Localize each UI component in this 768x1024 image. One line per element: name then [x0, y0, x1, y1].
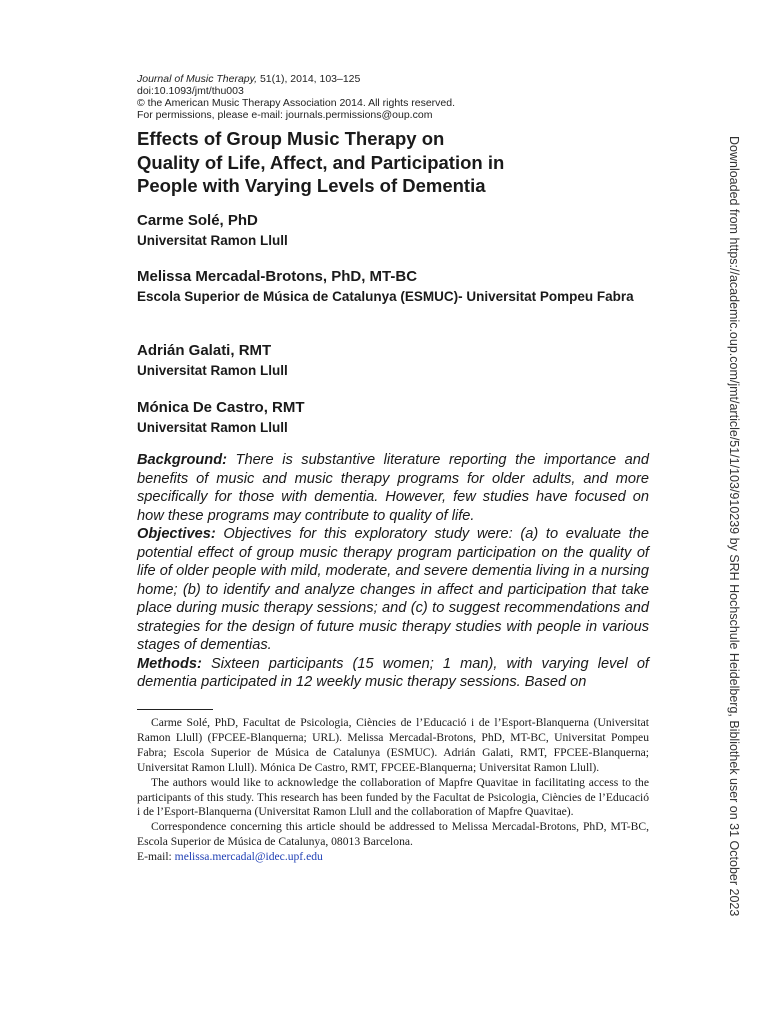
title-line-3: People with Varying Levels of Dementia	[137, 175, 486, 196]
title-line-1: Effects of Group Music Therapy on	[137, 128, 445, 149]
correspondence-text: Correspondence concerning this article should be addressed to Melissa Mercadal-Brotons, PhD, MT-BC, Escola Superior de Música de Catalunya, 08013 Barcelona.	[137, 820, 649, 849]
background-label: Background:	[137, 452, 227, 468]
abstract-methods	[137, 655, 649, 692]
footnote-divider	[137, 709, 213, 710]
author-block	[137, 399, 657, 437]
title-line-2: Quality of Life, Affect, and Participation in	[137, 151, 505, 173]
doi: doi:10.1093/jmt/thu003	[137, 85, 244, 97]
journal-header	[137, 73, 455, 121]
author-affiliation: Escola Superior de Música de Catalunya (ESMUC)- Universitat Pompeu Fabra	[137, 289, 634, 304]
article-title	[137, 127, 657, 198]
author-name: Carme Solé, PhD	[137, 212, 258, 229]
abstract-background	[137, 451, 649, 525]
download-sidebar	[724, 136, 744, 926]
author-affiliation: Universitat Ramon Llull	[137, 363, 288, 378]
download-note: Downloaded from https://academic.oup.com/jmt/article/51/1/103/910239 by SRH Hochschule Heidelberg, Bibliothek user on 31 October 2023	[727, 136, 741, 917]
footnotes	[137, 716, 649, 865]
author-name: Mónica De Castro, RMT	[137, 399, 305, 416]
footnote-affiliations: Carme Solé, PhD, Facultat de Psicologia, Ciències de l’Educació i de l’Esport-Blanquerna (Universitat Ramon Llull) (FPCEE-Blanquerna; URL). Melissa Mercadal-Brotons, PhD, MT-BC, Universitat Pompeu Fabra; Escola Superior de Música de Catalunya (ESMUC). Adrián Galati, RMT, FPCEE-Blanquerna; Universitat Ramon Llull). Mónica De Castro, RMT, FPCEE-Blanquerna; Universitat Ramon Llull).	[137, 716, 649, 774]
author-block	[137, 268, 657, 306]
background-text: There is substantive literature reporting the importance and benefits of music and music therapy programs for older adults, and more specifically for those with dementia. However, few studies have focused on how these programs may contribute to quality of life.	[137, 452, 649, 524]
journal-name: Journal of Music Therapy,	[137, 73, 258, 85]
author-block	[137, 212, 657, 250]
author-name: Adrián Galati, RMT	[137, 342, 272, 359]
email-link[interactable]: melissa.mercadal@idec.upf.edu	[174, 850, 323, 864]
citation-line	[137, 73, 455, 85]
author-affiliation: Universitat Ramon Llull	[137, 233, 288, 248]
methods-text: Sixteen participants (15 women; 1 man), with varying level of dementia participated in 12 weekly music therapy sessions. Based on	[137, 655, 649, 690]
author-name: Melissa Mercadal-Brotons, PhD, MT-BC	[137, 268, 418, 285]
abstract	[137, 451, 649, 692]
permissions: For permissions, please e-mail: journals.permissions@oup.com	[137, 109, 433, 121]
footnote-acknowledgment: The authors would like to acknowledge the collaboration of Mapfre Quavitae in facilitating access to the participants of this study. This research has been funded by the Facultat de Psicologia, Ciències de l’Educació i de l’Esport-Blanquerna (Universitat Ramon Llull and the collaboration of Mapfre Quavitae).	[137, 775, 649, 819]
copyright: © the American Music Therapy Association 2014. All rights reserved.	[137, 97, 456, 109]
author-block	[137, 342, 657, 380]
objectives-label: Objectives:	[137, 526, 216, 542]
abstract-objectives	[137, 525, 649, 655]
citation-details: 51(1), 2014, 103–125	[257, 73, 361, 85]
footnote-correspondence	[137, 820, 649, 865]
methods-label: Methods:	[137, 655, 202, 672]
objectives-text: Objectives for this exploratory study were: (a) to evaluate the potential effect of group music therapy program participation on the quality of life of older people with mild, moderate, and severe dementia living in a nursing home; (b) to identify and analyze changes in affect and participation that take place during music therapy sessions; and (c) to suggest recommendations and strategies for the design of future music therapy studies with people in various stages of dementias.	[137, 526, 649, 653]
email-label: E-mail:	[137, 850, 175, 864]
author-affiliation: Universitat Ramon Llull	[137, 420, 288, 435]
